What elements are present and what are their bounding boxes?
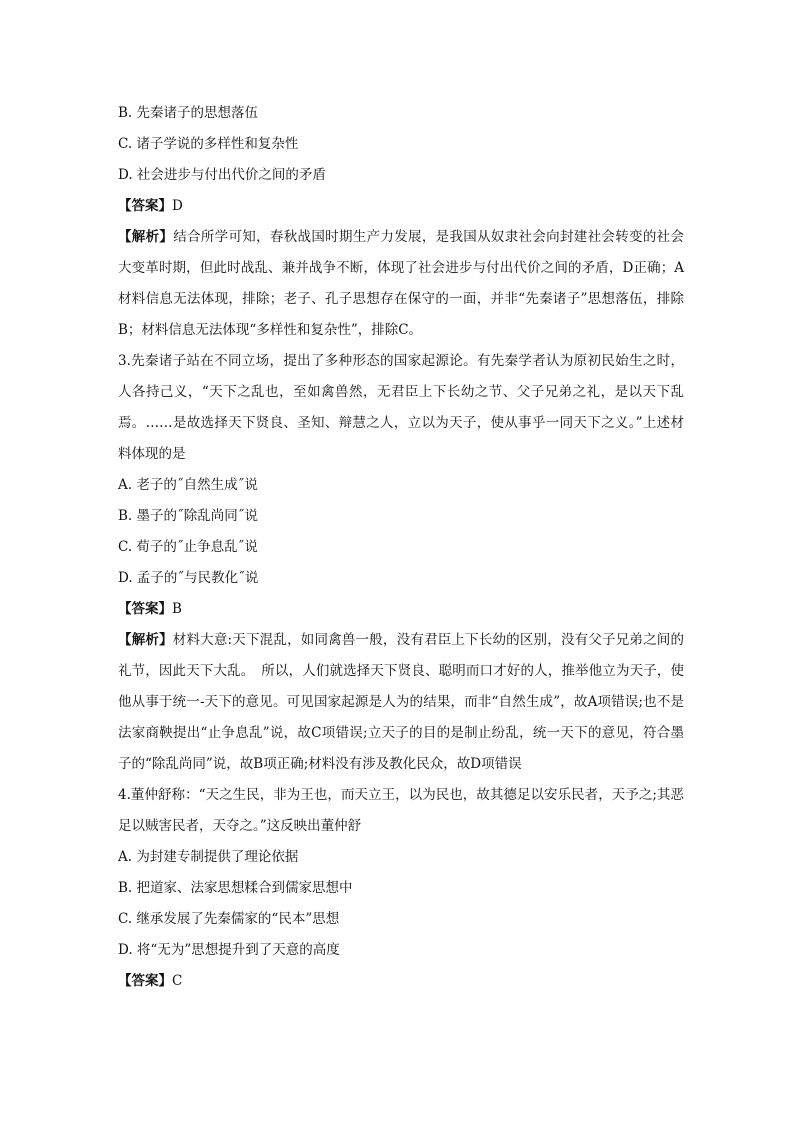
option-text: D. 孟子的˝与民教化˝说 [118, 570, 259, 586]
option-text: C. 继承发展了先秦儒家的“民本”思想 [118, 911, 340, 927]
answer-line [118, 191, 684, 222]
question-text: 4.董仲舒称：“天之生民，非为王也，而天立王，以为民也，故其德足以安乐民者，天予之;其恶足以贼害民者，天夺之。”这反映出董仲舒 [118, 787, 684, 834]
question-3-stem [118, 346, 684, 470]
option-text: B. 先秦诸子的思想落伍 [118, 105, 259, 121]
option-c-line [118, 904, 684, 935]
analysis-label: 【解析】 [118, 632, 173, 648]
analysis-paragraph [118, 625, 684, 780]
option-b-line [118, 873, 684, 904]
option-c-line [118, 532, 684, 563]
option-c-line [118, 129, 684, 160]
answer-line [118, 966, 684, 997]
answer-value: D [172, 198, 183, 214]
document-page [118, 98, 684, 997]
question-text: 3.先秦诸子站在不同立场，提出了多种形态的国家起源论。有先秦学者认为原初民始生之时，人各持己义，“天下之乱也，至如禽兽然，无君臣上下长幼之节、父子兄弟之礼，是以天下乱焉。……是故选择天下贤良、圣知、辩慧之人，立以为天子，使从事乎一同天下之义。”上述材料体现的是 [118, 353, 684, 462]
analysis-paragraph [118, 222, 684, 346]
option-d-line [118, 563, 684, 594]
answer-label: 【答案】 [118, 198, 172, 214]
analysis-label: 【解析】 [118, 229, 174, 245]
option-text: B. 墨子的˝除乱尚同˝说 [118, 508, 259, 524]
option-d-line [118, 160, 684, 191]
option-b-line [118, 501, 684, 532]
analysis-text: 结合所学可知，春秋战国时期生产力发展，是我国从奴隶社会向封建社会转变的社会大变革时期，但此时战乱、兼并战争不断，体现了社会进步与付出代价之间的矛盾，D正确；A材料信息无法体现，排除；老子、孔子思想存在保守的一面，并非“先秦诸子”思想落伍，排除B；材料信息无法体现“多样性和复杂性”，排除C。 [118, 229, 684, 338]
option-text: D. 将“无为”思想提升到了天意的高度 [118, 942, 340, 958]
analysis-text: 材料大意:天下混乱，如同禽兽一般，没有君臣上下长幼的区别，没有父子兄弟之间的礼节，因此天下大乱。 所以，人们就选择天下贤良、聪明而口才好的人，推举他立为天子，使他从事于统一-天下的意见。可见国家起源是人为的结果，而非“自然生成”，故A项错误;也不是法家商鞅提出“止争息乱”说，故C项错误;立天子的目的是制止纷乱，统一天下的意见，符合墨子的“除乱尚同”说，故B项正确;材料没有涉及教化民众，故D项错误 [118, 632, 684, 772]
option-b-line [118, 98, 684, 129]
answer-value: C [172, 973, 183, 989]
option-a-line [118, 842, 684, 873]
option-text: C. 诸子学说的多样性和复杂性 [118, 136, 299, 152]
answer-label: 【答案】 [118, 601, 172, 617]
answer-line [118, 594, 684, 625]
option-text: A. 老子的˝自然生成˝说 [118, 477, 258, 493]
option-a-line [118, 470, 684, 501]
answer-label: 【答案】 [118, 973, 172, 989]
option-d-line [118, 935, 684, 966]
option-text: A. 为封建专制提供了理论依据 [118, 849, 299, 865]
option-text: D. 社会进步与付出代价之间的矛盾 [118, 167, 326, 183]
answer-value: B [172, 601, 182, 617]
question-4-stem [118, 780, 684, 842]
option-text: B. 把道家、法家思想糅合到儒家思想中 [118, 880, 353, 896]
option-text: C. 荀子的˝止争息乱˝说 [118, 539, 258, 555]
